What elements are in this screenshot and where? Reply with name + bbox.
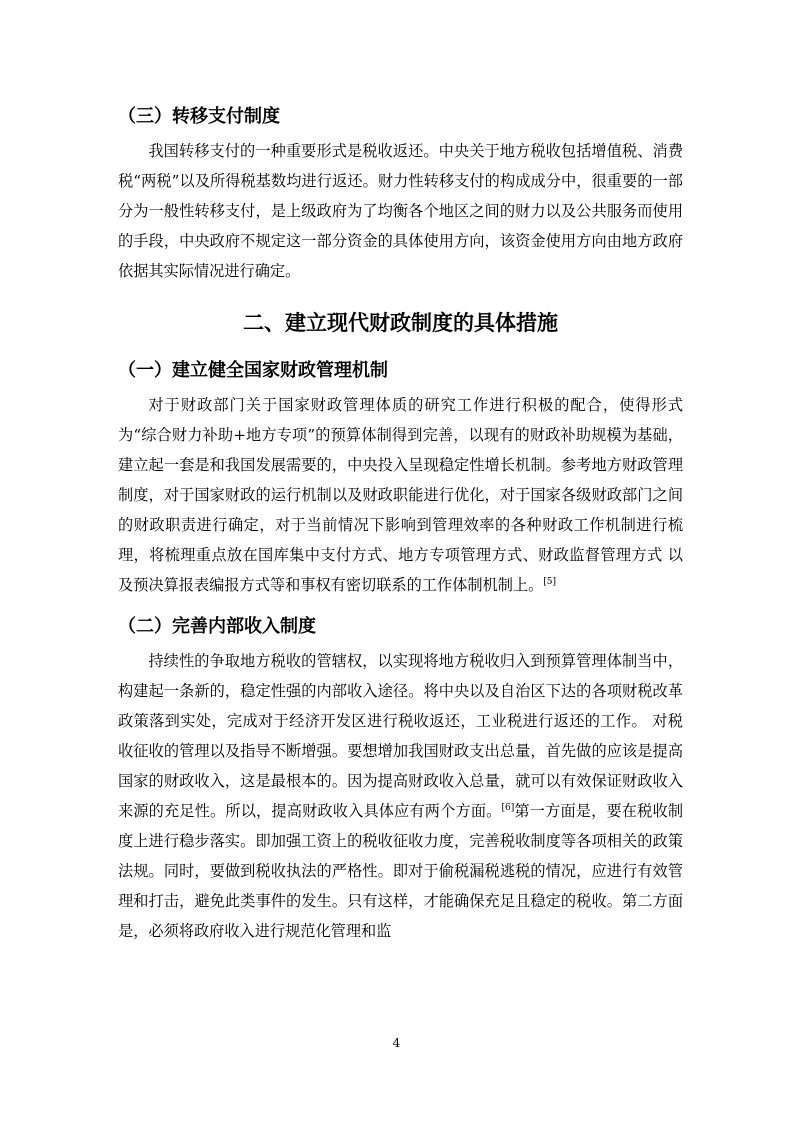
- paragraph-transfer-payment: 我国转移支付的一种重要形式是税收返还。中央关于地方税收包括增值税、消费税“两税”以及所得税基数均进行返还。财力性转移支付的构成成分中，很重要的一部分为一般性转移支付，是上级政府为了均衡各个地区之间的财力以及公共服务而使用的手段，中央政府不规定这一部分资金的具体使用方向，该资金使用方向由地方政府依据其实际情况进行确定。: [118, 142, 683, 280]
- page-number: 4: [392, 1036, 401, 1050]
- paragraph-text-part2: 第一方面是，要在税收制度上进行稳步落实。即加强工资上的税收征收力度，完善税收制度等各项相关的政策法规。同时，要做到税收执法的严格性。即对于偷税漏税逃税的情况，应进行有效管理和打击，避免此类事件的发生。只有这样，才能确保充足且稳定的税收。第二方面是，必须将政府收入进行规范化管理和监: [118, 802, 684, 940]
- citation-ref-6: [6]: [501, 802, 515, 813]
- chapter-heading: 二、建立现代财政制度的具体措施: [243, 311, 558, 335]
- paragraph-internal-revenue: [118, 646, 683, 946]
- page-content: [118, 100, 683, 946]
- section-heading-management-mechanism: （一）建立健全国家财政管理机制: [118, 360, 388, 381]
- paragraph-text: 对于财政部门关于国家财政管理体质的研究工作进行积极的配合，使得形式为“综合财力补助+地方专项”的预算体制得到完善，以现有的财政补助规模为基础，建立起一套是和我国发展需要的，中央投入呈现稳定性增长机制。参考地方财政管理制度，对于国家财政的运行机制以及财政职能进行优化，对于国家各级财政部门之间的财政职责进行确定，对于当前情况下影响到管理效率的各种财政工作机制进行梳理，将梳理重点放在国库集中支付方式、地方专项管理方式、财政监督管理方式 以及预决算报表编报方式等和事权有密切联系的工作体制机制上。: [118, 396, 683, 594]
- citation-ref-5: [5]: [543, 576, 556, 587]
- paragraph-text-part1: 持续性的争取地方税收的管辖权，以实现将地方税收归入到预算管理体制当中，构建起一条新的，稳定性强的内部收入途径。将中央以及自治区下达的各项财税改革政策落到实处，完成对于经济开发区进行税收返还，工业税进行返还的工作。 对税收征收的管理以及指导不断增强。要想增加我国财政支出总量，首先做的应该是提高国家的财政收入，这是最根本的。因为提高财政收入总量，就可以有效保证财政收入来源的充足性。所以，提高财政收入具体应有两个方面。: [118, 652, 683, 820]
- section-heading-internal-revenue: （二）完善内部收入制度: [118, 616, 316, 637]
- paragraph-management-mechanism: [118, 390, 683, 600]
- section-heading-transfer-payment: （三）转移支付制度: [118, 106, 280, 127]
